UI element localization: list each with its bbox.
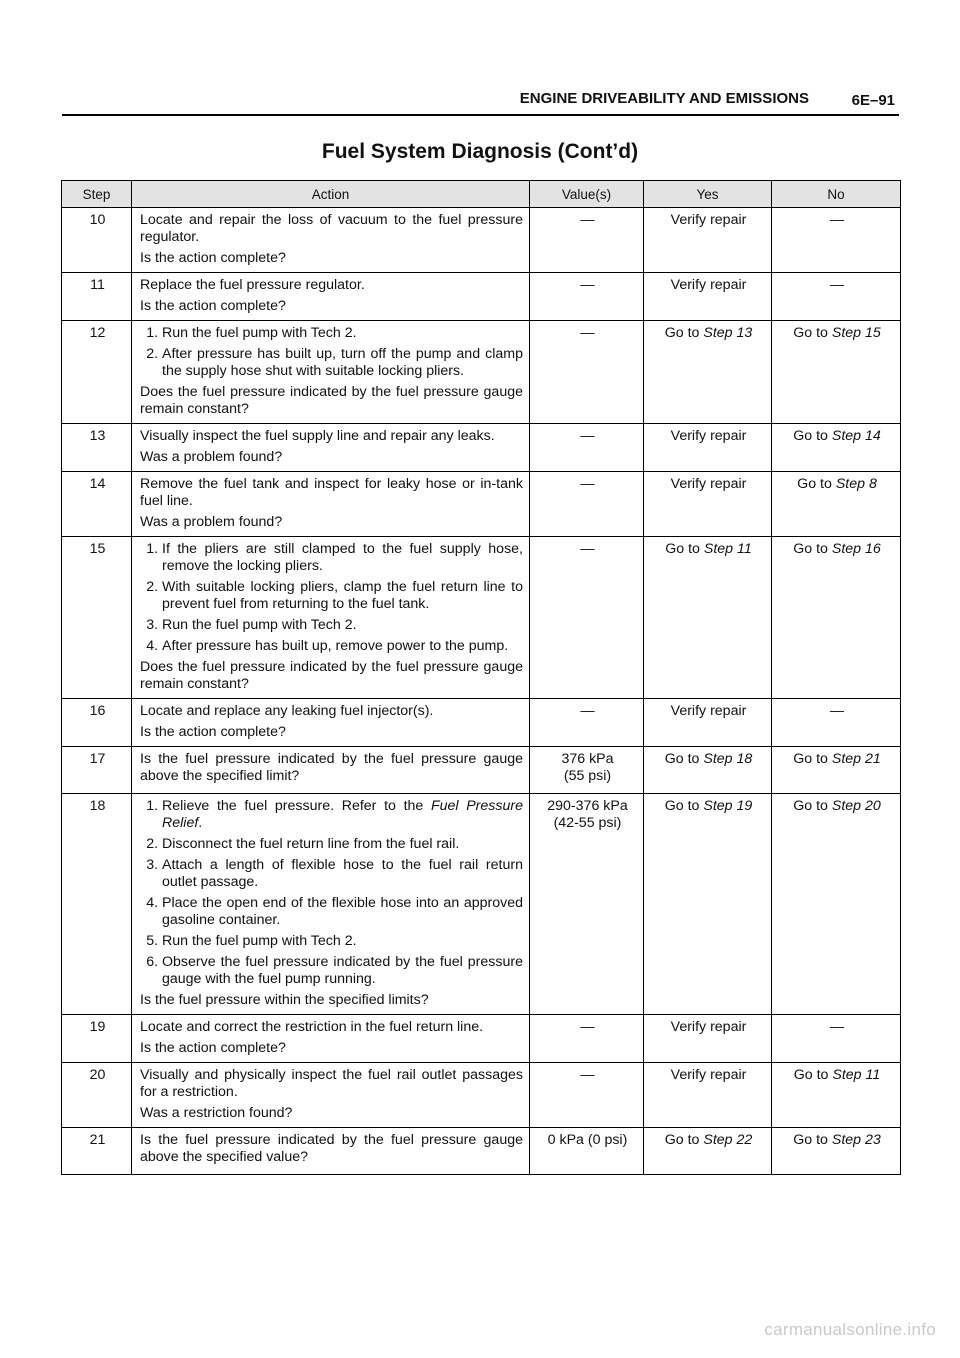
action-text: Locate and repair the loss of vacuum to the fuel pressure regulator. (140, 212, 523, 245)
page-header (62, 88, 899, 116)
action-question: Does the fuel pressure indicated by the fuel pressure gauge remain constant? (140, 384, 523, 417)
value-cell: — (530, 208, 644, 273)
action-list-item: 6. Observe the fuel pressure indicated by the fuel pressure gauge with the fuel pump running. (162, 954, 523, 988)
no-prefix: Go to (793, 325, 832, 341)
action-list-item: 5. Run the fuel pump with Tech 2. (162, 933, 523, 950)
no-cell (772, 537, 901, 699)
no-cell: — (772, 208, 901, 273)
no-cell: — (772, 273, 901, 321)
section-title: ENGINE DRIVEABILITY AND EMISSIONS (519, 90, 809, 107)
step-number: 13 (62, 424, 132, 472)
step-number: 20 (62, 1063, 132, 1128)
value-cell (530, 747, 644, 794)
step-number: 11 (62, 273, 132, 321)
yes-prefix: Go to (664, 325, 704, 341)
value-imperial: (55 psi) (563, 768, 612, 784)
step-number: 14 (62, 472, 132, 537)
step-number: 16 (62, 699, 132, 747)
table-row (62, 1015, 901, 1063)
value-cell: — (530, 424, 644, 472)
step-reference: Step 15 (831, 325, 881, 341)
step-number: 17 (62, 747, 132, 794)
action-cell (132, 208, 530, 273)
action-cell (132, 424, 530, 472)
value-cell: — (530, 537, 644, 699)
value-cell: — (530, 1063, 644, 1128)
no-prefix: Go to (797, 476, 836, 492)
value-cell: 0 kPa (0 psi) (530, 1128, 644, 1175)
step-reference: Step 23 (831, 1132, 881, 1148)
value-imperial: (42-55 psi) (553, 815, 622, 831)
action-question: Is the action complete? (140, 250, 286, 266)
column-header-step: Step (62, 181, 132, 208)
action-list-item: 3. Attach a length of flexible hose to the fuel rail return outlet passage. (162, 857, 523, 891)
column-header-action: Action (132, 181, 530, 208)
yes-cell: Verify repair (644, 424, 772, 472)
step-reference: Step 21 (831, 751, 881, 767)
step-number: 10 (62, 208, 132, 273)
yes-cell: Verify repair (644, 273, 772, 321)
action-list (140, 541, 523, 655)
no-cell (772, 794, 901, 1015)
value-cell: — (530, 699, 644, 747)
table-row (62, 424, 901, 472)
action-list-item: 4. After pressure has built up, remove power to the pump. (162, 638, 523, 655)
action-text: Replace the fuel pressure regulator. (140, 277, 365, 293)
no-prefix: Go to (793, 428, 832, 444)
yes-cell: Verify repair (644, 472, 772, 537)
action-question: Is the fuel pressure indicated by the fuel pressure gauge above the specified value? (140, 1132, 523, 1165)
step-number: 18 (62, 794, 132, 1015)
step-reference: Step 19 (703, 798, 753, 814)
action-question: Is the action complete? (140, 724, 286, 740)
no-cell (772, 424, 901, 472)
action-cell (132, 321, 530, 424)
step-reference: Step 18 (703, 751, 753, 767)
no-cell (772, 1128, 901, 1175)
action-list-item: 4. Place the open end of the flexible hose into an approved gasoline container. (162, 895, 523, 929)
table-row (62, 1128, 901, 1175)
step-reference: Step 11 (703, 541, 752, 557)
action-list (140, 325, 523, 380)
table-header-row (62, 181, 901, 208)
value-cell: — (530, 472, 644, 537)
table-row (62, 472, 901, 537)
value-cell: — (530, 321, 644, 424)
action-cell (132, 273, 530, 321)
page-title: Fuel System Diagnosis (Cont’d) (321, 140, 639, 163)
table-row (62, 273, 901, 321)
yes-prefix: Go to (664, 798, 704, 814)
action-cell (132, 1063, 530, 1128)
action-text: Remove the fuel tank and inspect for leaky hose or in-tank fuel line. (140, 476, 523, 509)
yes-cell (644, 1128, 772, 1175)
step-reference: Step 20 (831, 798, 881, 814)
step-reference: Step 11 (832, 1067, 881, 1083)
action-list-item: 2. Disconnect the fuel return line from the fuel rail. (162, 836, 523, 853)
action-list-item (162, 798, 523, 832)
yes-prefix: Go to (665, 541, 704, 557)
step-reference: Step 16 (831, 541, 881, 557)
action-text: Visually and physically inspect the fuel rail outlet passages for a restriction. (140, 1067, 523, 1100)
table-row (62, 747, 901, 794)
value-cell (530, 794, 644, 1015)
yes-prefix: Go to (664, 1132, 704, 1148)
table-row (62, 794, 901, 1015)
table-row (62, 321, 901, 424)
yes-prefix: Go to (664, 751, 704, 767)
yes-cell (644, 747, 772, 794)
value-cell: — (530, 1015, 644, 1063)
yes-cell: Verify repair (644, 699, 772, 747)
action-cell (132, 1128, 530, 1175)
no-prefix: Go to (793, 798, 832, 814)
action-list-item: 2. After pressure has built up, turn off the pump and clamp the supply hose shut with suitable locking pliers. (162, 346, 523, 380)
step-number: 15 (62, 537, 132, 699)
no-prefix: Go to (793, 1132, 832, 1148)
action-text: Locate and replace any leaking fuel injector(s). (140, 703, 434, 719)
no-cell (772, 472, 901, 537)
action-cell (132, 747, 530, 794)
action-question: Was a problem found? (140, 514, 283, 530)
step-reference: Step 22 (703, 1132, 753, 1148)
action-question: Does the fuel pressure indicated by the fuel pressure gauge remain constant? (140, 659, 523, 692)
no-prefix: Go to (793, 751, 832, 767)
action-cell (132, 794, 530, 1015)
step-number: 21 (62, 1128, 132, 1175)
column-header-yes: Yes (644, 181, 772, 208)
punctuation: . (198, 815, 203, 831)
table-row (62, 699, 901, 747)
yes-cell: Verify repair (644, 1015, 772, 1063)
step-number: 12 (62, 321, 132, 424)
column-header-no: No (772, 181, 901, 208)
page-number: 6E–91 (851, 92, 895, 109)
step-number: 19 (62, 1015, 132, 1063)
value-metric: 376 kPa (561, 751, 614, 767)
yes-cell: Verify repair (644, 1063, 772, 1128)
no-cell (772, 321, 901, 424)
action-question: Is the fuel pressure within the specified limits? (140, 992, 429, 1008)
table-row (62, 208, 901, 273)
watermark: carmanualsonline.info (764, 1320, 936, 1339)
action-text: Locate and correct the restriction in the fuel return line. (140, 1019, 484, 1035)
action-list-item: 2. With suitable locking pliers, clamp the fuel return line to prevent fuel from returning to the fuel tank. (162, 579, 523, 613)
action-text: Relieve the fuel pressure. Refer to the (162, 798, 431, 814)
action-cell (132, 1015, 530, 1063)
value-metric: 290-376 kPa (547, 798, 628, 814)
procedure-reference: Fuel Pressure Relief (162, 798, 523, 831)
yes-cell (644, 321, 772, 424)
action-list (140, 798, 523, 988)
no-cell: — (772, 699, 901, 747)
action-question: Is the action complete? (140, 298, 286, 314)
action-list-item: 1. If the pliers are still clamped to the fuel supply hose, remove the locking pliers. (162, 541, 523, 575)
action-list-item: 1. Run the fuel pump with Tech 2. (162, 325, 523, 342)
yes-cell (644, 794, 772, 1015)
no-prefix: Go to (793, 541, 832, 557)
yes-cell: Verify repair (644, 208, 772, 273)
action-cell (132, 472, 530, 537)
table-row (62, 537, 901, 699)
action-question: Is the fuel pressure indicated by the fuel pressure gauge above the specified limit? (140, 751, 523, 784)
action-list-item: 3. Run the fuel pump with Tech 2. (162, 617, 523, 634)
no-prefix: Go to (793, 1067, 833, 1083)
step-reference: Step 13 (703, 325, 753, 341)
action-cell (132, 537, 530, 699)
step-reference: Step 14 (831, 428, 881, 444)
no-cell: — (772, 1015, 901, 1063)
no-cell (772, 1063, 901, 1128)
table-row (62, 1063, 901, 1128)
action-question: Is the action complete? (140, 1040, 286, 1056)
diagnosis-table (61, 180, 901, 1175)
no-cell (772, 747, 901, 794)
yes-cell (644, 537, 772, 699)
action-question: Was a restriction found? (140, 1105, 293, 1121)
action-cell (132, 699, 530, 747)
column-header-values: Value(s) (530, 181, 644, 208)
action-question: Was a problem found? (140, 449, 283, 465)
value-cell: — (530, 273, 644, 321)
step-reference: Step 8 (835, 476, 877, 492)
action-text: Visually inspect the fuel supply line and repair any leaks. (140, 428, 495, 444)
